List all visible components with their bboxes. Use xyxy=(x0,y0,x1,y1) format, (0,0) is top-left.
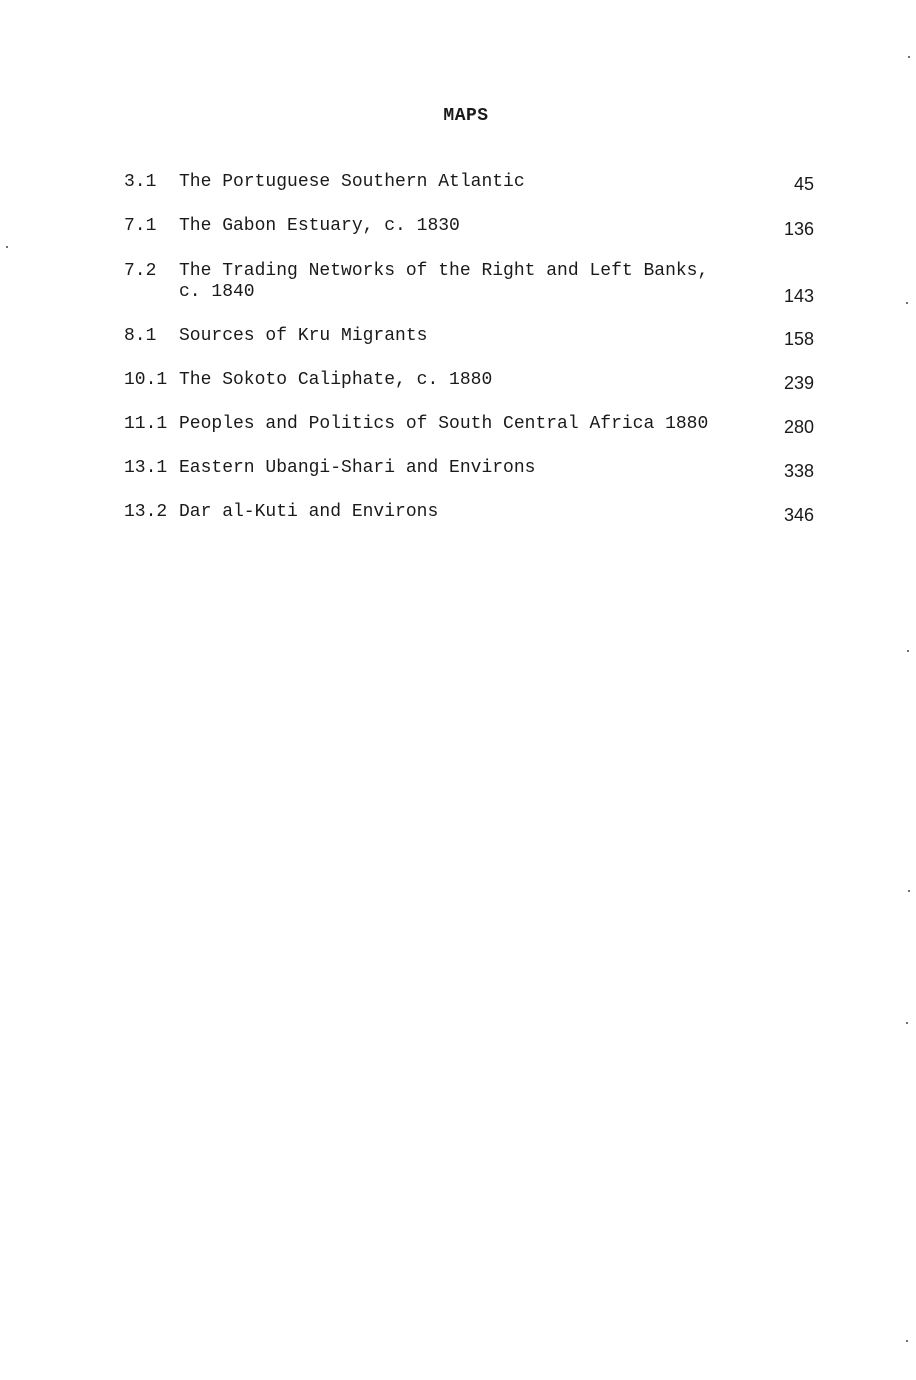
page-number: 158 xyxy=(783,329,814,349)
map-number: 13.2 xyxy=(124,502,168,522)
map-title: Eastern Ubangi-Shari and Environs xyxy=(179,458,536,478)
page-number: 45 xyxy=(793,174,814,194)
scan-speck xyxy=(907,650,909,652)
map-title: The Portuguese Southern Atlantic xyxy=(179,172,525,192)
scan-speck xyxy=(908,56,910,58)
map-title xyxy=(179,261,739,303)
scan-speck xyxy=(906,302,908,304)
scan-speck xyxy=(906,1022,908,1024)
map-number: 3.1 xyxy=(124,172,157,192)
scan-speck xyxy=(906,1340,908,1342)
scan-speck xyxy=(6,246,8,248)
scan-speck xyxy=(908,890,910,892)
map-title-line: The Trading Networks of the Right and Left Banks, xyxy=(179,261,709,281)
map-number: 10.1 xyxy=(124,370,168,390)
map-title: The Gabon Estuary, c. 1830 xyxy=(179,216,460,236)
map-title-line: c. 1840 xyxy=(179,282,255,302)
map-title: Sources of Kru Migrants xyxy=(179,326,428,346)
map-title: The Sokoto Caliphate, c. 1880 xyxy=(179,370,493,390)
page-number: 143 xyxy=(783,286,814,306)
map-title: Peoples and Politics of South Central Africa 1880 xyxy=(179,414,709,434)
page-number: 239 xyxy=(783,373,814,393)
page-number: 338 xyxy=(783,461,814,481)
map-title: Dar al-Kuti and Environs xyxy=(179,502,439,522)
page-number: 136 xyxy=(783,219,814,239)
map-number: 11.1 xyxy=(124,414,168,434)
page-number: 346 xyxy=(783,505,814,525)
map-number: 13.1 xyxy=(124,458,168,478)
page-number: 280 xyxy=(783,417,814,437)
map-number: 7.2 xyxy=(124,261,157,281)
map-number: 8.1 xyxy=(124,326,157,346)
page-title: MAPS xyxy=(443,106,489,126)
map-number: 7.1 xyxy=(124,216,157,236)
